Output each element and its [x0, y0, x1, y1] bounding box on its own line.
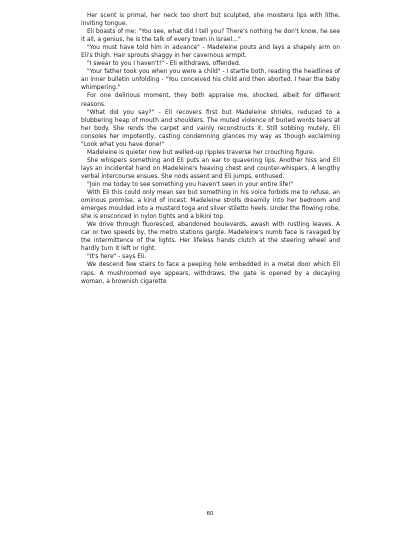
paragraph: We descend few stairs to face a peeping hole embedded in a metal door which Eli raps. A mushroomed eye appears, withdraws, the gate is opened by a decaying woman, a brownish cigarette: [81, 262, 340, 285]
paragraph: "Join me today to see something you haven't seen in your entire life!": [87, 181, 294, 188]
paragraph: Eli boasts of me: "You see, what did I tell you? There's nothing he don't know, he see it all, a genius, he is the talk of every town in Israel…": [81, 29, 340, 44]
paragraph: For one delirious moment, they both appraise me, shocked, albeit for different reasons.: [81, 93, 340, 108]
paragraph: We drive through fluoresced, abandoned boulevards, awash with rustling leaves. A car or two speeds by, the metro stations gargle. Madeleine's numb face is ravaged by the intermittence of the lights. Her lifeless hands clutch at the steering wheel and hardly turn it left or right.: [81, 222, 340, 253]
paragraph: With Eli this could only mean sex but something in his voice forbids me to refuse, an ominous promise, a kind of incest. Madeleine strolls dreamily into her bedroom and emerges moulded into a mustard toga and silver stiletto heels. Under the flowing robe, she is ensconced in nylon tights and a bikini top.: [81, 190, 340, 221]
paragraph: She whispers something and Eli puts an ear to quavering lips. Another hiss and Eli lays an incidental hand on Madeleine's heaving chest and counter-whispers. A lengthy verbal intercourse ensues. She nods assent and Eli jumps, enthused.: [81, 157, 340, 180]
paragraph: "You must have told him in advance" - Madeleine pouts and lays a shapely arm on Eli's thigh. Hair sprouts shaggy in her cavernous armpit.: [81, 45, 340, 60]
paragraph: Her scent is primal, her neck too short but sculpted, she moistens lips with lithe, inviting tongue.: [81, 13, 340, 28]
paragraph: "It's here" - says Eli.: [87, 254, 147, 261]
paragraph: "Your father took you when you were a child" - I startle both, reading the headlines of an inner bulletin unfolding - "You conceived his child and then aborted. I hear the baby whimpering.": [81, 69, 340, 92]
page-body: [81, 12, 340, 286]
paragraph: "What did you say?" - Eli recovers first but Madeleine shrieks, reduced to a blubbering heap of mouth and shoulders. The muted violence of buried words tears at her body. She rends the carpet and vainly reconstructs it. Still sobbing mutely, Eli consoles her impotently, casting condemning glances my way as though exclaiming "Look what you have done!": [81, 109, 340, 148]
page-number: 60: [206, 511, 214, 517]
paragraph: "I swear to you I haven't!" - Eli withdraws, offended.: [87, 61, 241, 68]
paragraph: Madeleine is quieter now but welled-up ripples traverse her crouching figure.: [87, 149, 315, 156]
